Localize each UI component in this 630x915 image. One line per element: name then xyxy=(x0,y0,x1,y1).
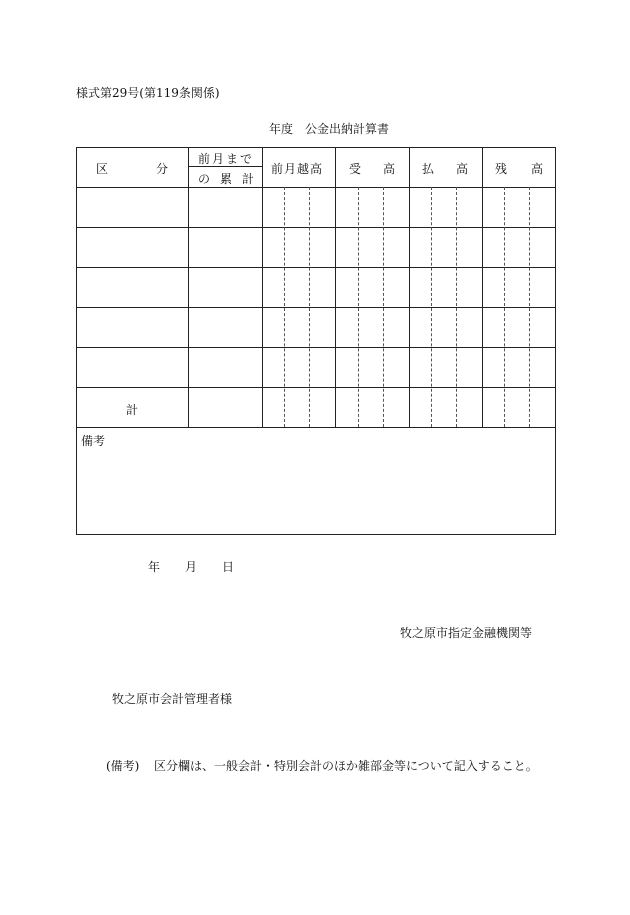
header-prev-cumulative-bottom: の 累 計 xyxy=(198,172,254,186)
header-received: 受 高 xyxy=(349,162,395,176)
form-number: 様式第29号(第119条関係) xyxy=(76,86,220,100)
addressee-name: 牧之原市会計管理者様 xyxy=(112,692,233,706)
header-category: 区 分 xyxy=(96,162,168,176)
table-right-border xyxy=(555,147,556,535)
column-line xyxy=(482,147,483,427)
digit-separator xyxy=(309,187,310,427)
column-line xyxy=(409,147,410,427)
table-bottom-border xyxy=(76,534,556,535)
footnote-text: 区分欄は、一般会計・特別会計のほか雑部金等について記入すること。 xyxy=(154,759,538,773)
digit-separator xyxy=(504,187,505,427)
digit-separator xyxy=(358,187,359,427)
column-line xyxy=(188,147,189,427)
remarks-label: 備考 xyxy=(81,434,106,448)
total-row-bottom xyxy=(76,427,556,428)
digit-separator xyxy=(529,187,530,427)
date-month: 月 xyxy=(185,560,198,574)
header-bottom-border xyxy=(76,187,556,188)
row-line xyxy=(76,347,556,348)
date-year: 年 xyxy=(148,560,161,574)
account-statement-table xyxy=(76,147,556,535)
footnote xyxy=(106,757,538,774)
row-line xyxy=(76,267,556,268)
row-line xyxy=(76,227,556,228)
header-balance: 残 高 xyxy=(495,162,543,176)
header-paid: 払 高 xyxy=(422,162,468,176)
table-top-border xyxy=(76,147,556,148)
issuer-name: 牧之原市指定金融機関等 xyxy=(400,626,533,640)
row-line xyxy=(76,307,556,308)
date-line xyxy=(148,558,234,575)
column-line xyxy=(262,147,263,427)
digit-separator xyxy=(383,187,384,427)
digit-separator xyxy=(456,187,457,427)
digit-separator xyxy=(284,187,285,427)
row-line xyxy=(76,387,556,388)
footnote-label: (備考) xyxy=(106,759,140,773)
total-label: 計 xyxy=(126,403,139,417)
header-prev-cumulative-top: 前月まで xyxy=(198,152,255,166)
date-day: 日 xyxy=(222,560,235,574)
table-left-border xyxy=(76,147,77,535)
column-line xyxy=(335,147,336,427)
digit-separator xyxy=(431,187,432,427)
header-carried-forward: 前月越高 xyxy=(271,162,324,176)
document-title: 年度 公金出納計算書 xyxy=(269,122,390,136)
